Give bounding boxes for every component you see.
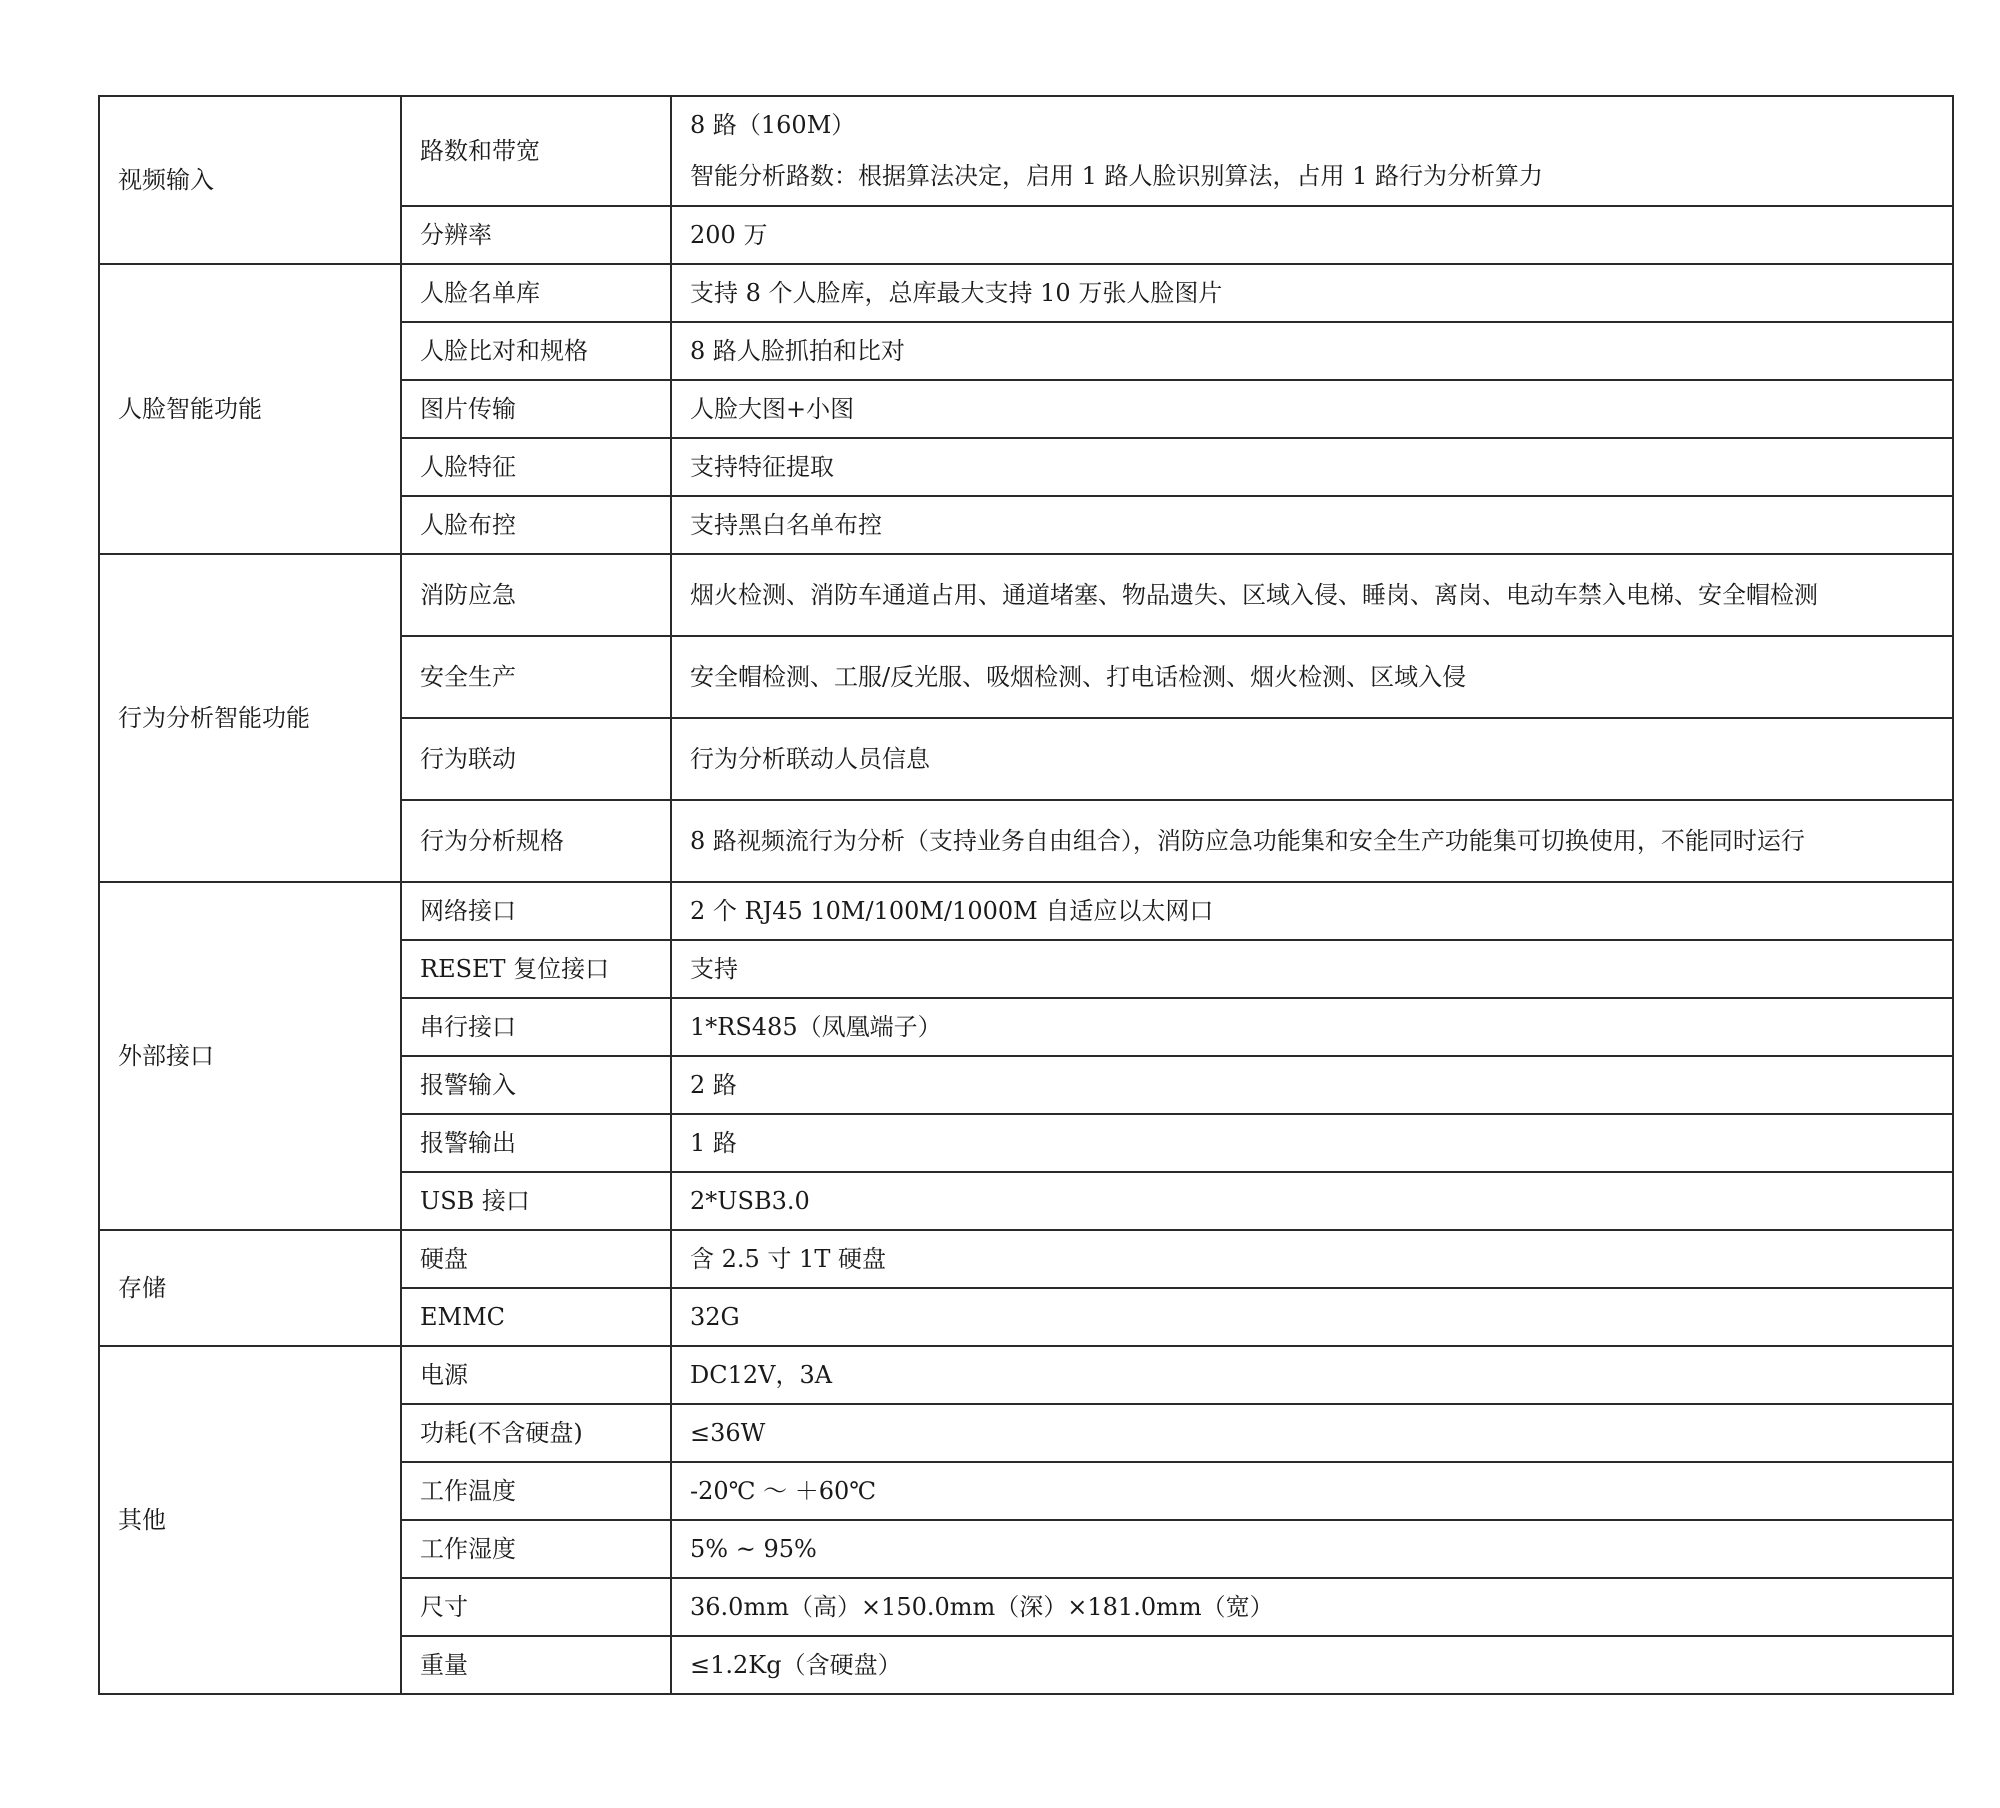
value-text: 1 路 — [690, 1128, 737, 1157]
value-text: 36.0mm（高）×150.0mm（深）×181.0mm（宽） — [690, 1592, 1274, 1621]
value-text: 支持 8 个人脸库，总库最大支持 10 万张人脸图片 — [690, 278, 1223, 307]
item-value-cell — [671, 1288, 1953, 1346]
item-name-cell: 电源 — [401, 1346, 671, 1404]
item-value-cell — [671, 1462, 1953, 1520]
item-name-cell: 串行接口 — [401, 998, 671, 1056]
spec-row — [99, 264, 1953, 322]
item-name-cell: 图片传输 — [401, 380, 671, 438]
value-text: 行为分析联动人员信息 — [690, 744, 930, 773]
value-text: 2 路 — [690, 1070, 737, 1099]
category-cell: 视频输入 — [99, 96, 401, 264]
item-name-cell: 人脸布控 — [401, 496, 671, 554]
item-value-cell — [671, 380, 1953, 438]
item-value-cell — [671, 940, 1953, 998]
item-name-cell: 报警输入 — [401, 1056, 671, 1114]
item-value-cell — [671, 1230, 1953, 1288]
item-value-cell — [671, 1578, 1953, 1636]
category-cell: 存储 — [99, 1230, 401, 1346]
item-name-cell: 网络接口 — [401, 882, 671, 940]
item-name-cell: 分辨率 — [401, 206, 671, 264]
item-value-cell — [671, 206, 1953, 264]
category-cell: 人脸智能功能 — [99, 264, 401, 554]
category-cell: 外部接口 — [99, 882, 401, 1230]
value-text: 支持 — [690, 954, 738, 983]
value-text: 支持特征提取 — [690, 452, 834, 481]
value-text: 1*RS485（凤凰端子） — [690, 1012, 942, 1041]
item-name-cell: 路数和带宽 — [401, 96, 671, 206]
value-text: 5% ~ 95% — [690, 1534, 817, 1563]
spec-table-body — [99, 96, 1953, 1694]
item-name-cell: 消防应急 — [401, 554, 671, 636]
value-text: 8 路人脸抓拍和比对 — [690, 336, 905, 365]
item-name-cell: 尺寸 — [401, 1578, 671, 1636]
value-text: 烟火检测、消防车通道占用、通道堵塞、物品遗失、区域入侵、睡岗、离岗、电动车禁入电梯、安全帽检测 — [690, 580, 1818, 609]
item-name-cell: 工作湿度 — [401, 1520, 671, 1578]
item-value-cell — [671, 96, 1953, 206]
spec-row — [99, 1230, 1953, 1288]
item-value-cell — [671, 264, 1953, 322]
value-text: 智能分析路数：根据算法决定，启用 1 路人脸识别算法，占用 1 路行为分析算力 — [690, 162, 1544, 190]
item-value-cell — [671, 496, 1953, 554]
value-text: 2 个 RJ45 10M/100M/1000M 自适应以太网口 — [690, 896, 1214, 925]
value-text: 安全帽检测、工服/反光服、吸烟检测、打电话检测、烟火检测、区域入侵 — [690, 662, 1467, 691]
item-name-cell: 人脸比对和规格 — [401, 322, 671, 380]
value-text: 人脸大图+小图 — [690, 394, 855, 423]
item-value-cell — [671, 1636, 1953, 1694]
item-value-cell — [671, 636, 1953, 718]
item-name-cell: 功耗(不含硬盘) — [401, 1404, 671, 1462]
item-value-cell — [671, 718, 1953, 800]
value-text: 支持黑白名单布控 — [690, 510, 882, 539]
value-text: DC12V，3A — [690, 1360, 833, 1389]
item-name-cell: 行为分析规格 — [401, 800, 671, 882]
value-text: 8 路（160M） — [690, 111, 856, 140]
value-text: 200 万 — [690, 220, 768, 249]
item-value-cell — [671, 998, 1953, 1056]
item-value-cell — [671, 554, 1953, 636]
value-text: 32G — [690, 1302, 740, 1331]
item-name-cell: 人脸特征 — [401, 438, 671, 496]
spec-table — [98, 95, 1954, 1695]
item-value-cell — [671, 1346, 1953, 1404]
spec-row — [99, 96, 1953, 206]
item-name-cell: 报警输出 — [401, 1114, 671, 1172]
item-name-cell: 人脸名单库 — [401, 264, 671, 322]
value-text: -20℃ ～ ＋60℃ — [690, 1476, 877, 1505]
item-value-cell — [671, 1172, 1953, 1230]
item-value-cell — [671, 1114, 1953, 1172]
category-cell: 其他 — [99, 1346, 401, 1694]
item-name-cell: 安全生产 — [401, 636, 671, 718]
value-text: ≤36W — [690, 1418, 766, 1447]
value-text: 2*USB3.0 — [690, 1186, 810, 1215]
category-cell: 行为分析智能功能 — [99, 554, 401, 882]
item-name-cell: 工作温度 — [401, 1462, 671, 1520]
item-name-cell: 重量 — [401, 1636, 671, 1694]
item-value-cell — [671, 438, 1953, 496]
item-name-cell: USB 接口 — [401, 1172, 671, 1230]
spec-row — [99, 554, 1953, 636]
spec-row — [99, 1346, 1953, 1404]
spec-row — [99, 882, 1953, 940]
value-text: ≤1.2Kg（含硬盘） — [690, 1650, 902, 1679]
item-name-cell: 行为联动 — [401, 718, 671, 800]
item-value-cell — [671, 800, 1953, 882]
item-name-cell: RESET 复位接口 — [401, 940, 671, 998]
item-value-cell — [671, 322, 1953, 380]
item-name-cell: 硬盘 — [401, 1230, 671, 1288]
item-value-cell — [671, 1520, 1953, 1578]
value-text: 8 路视频流行为分析（支持业务自由组合），消防应急功能集和安全生产功能集可切换使用，不能同时运行 — [690, 826, 1805, 855]
item-value-cell — [671, 882, 1953, 940]
item-value-cell — [671, 1404, 1953, 1462]
item-value-cell — [671, 1056, 1953, 1114]
item-name-cell: EMMC — [401, 1288, 671, 1346]
value-text: 含 2.5 寸 1T 硬盘 — [690, 1244, 886, 1273]
